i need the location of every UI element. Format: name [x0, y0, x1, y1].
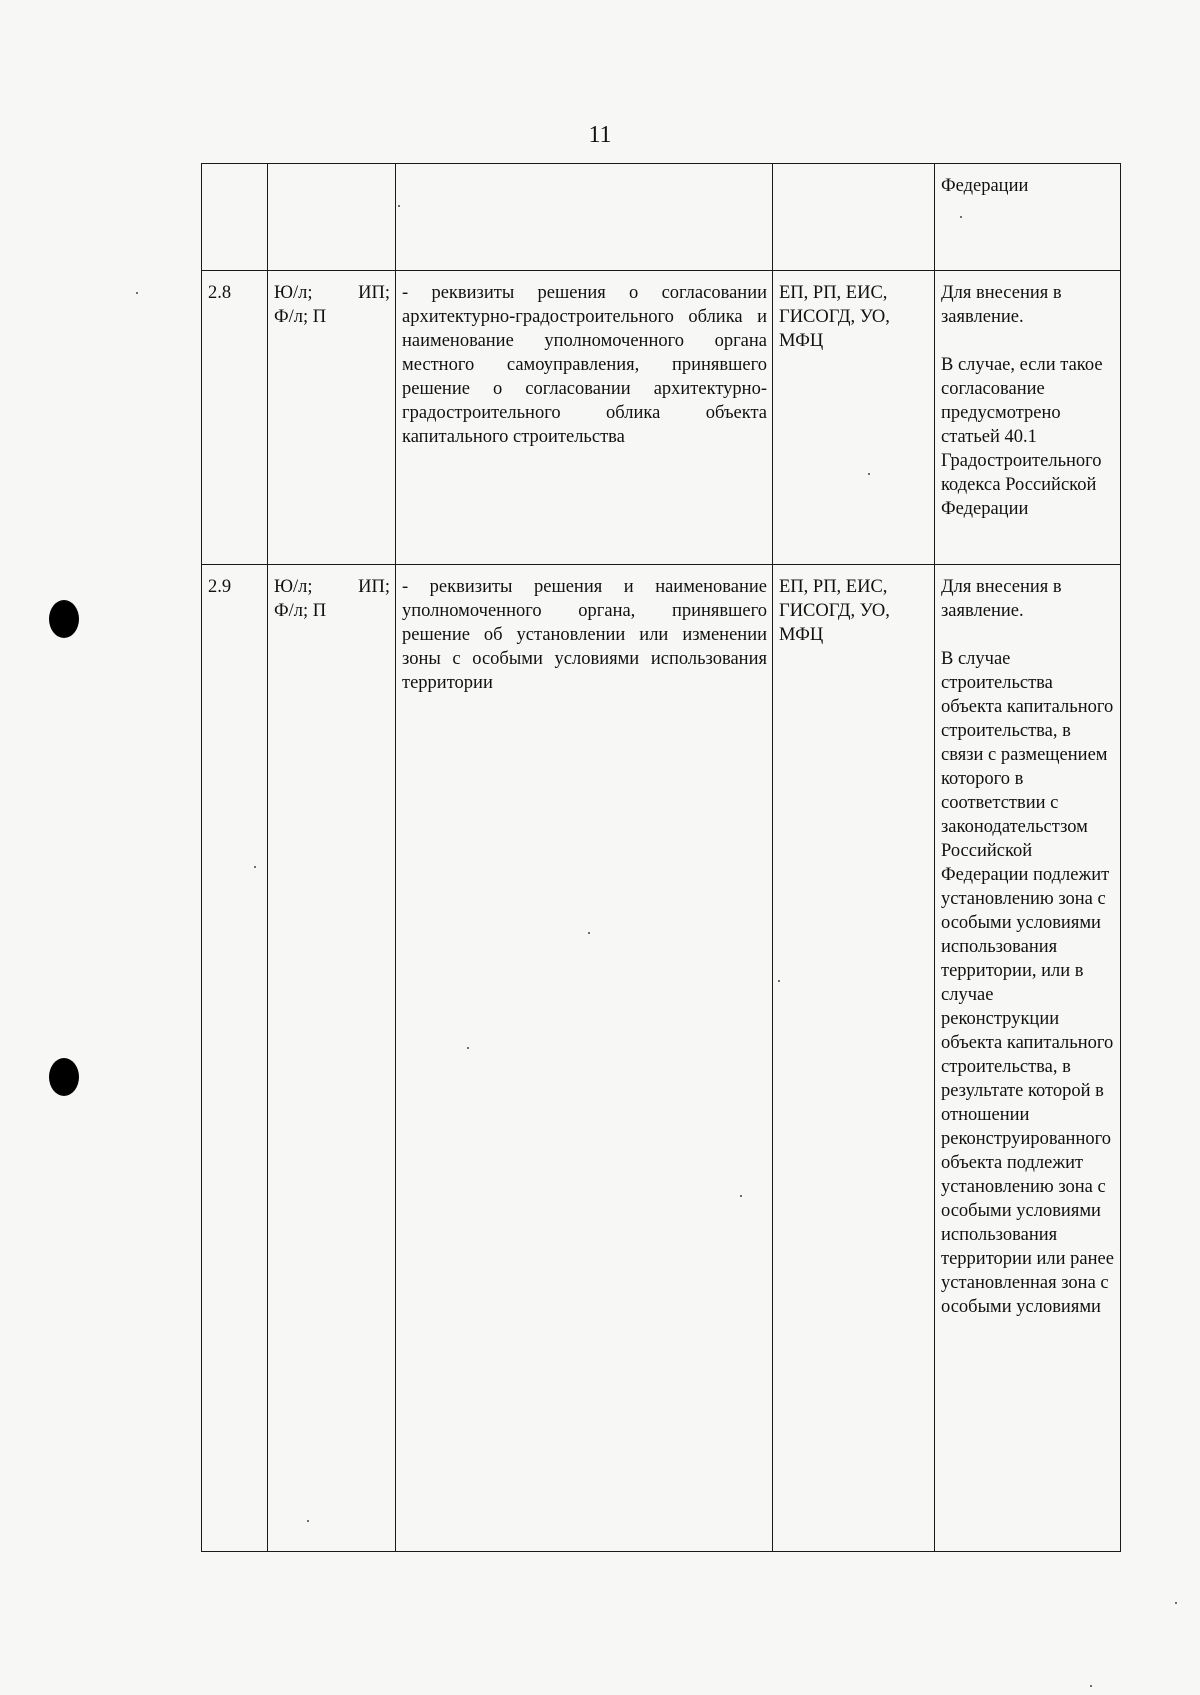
note-cell — [935, 271, 1121, 565]
note-paragraph: Для внесения в заявление. — [941, 577, 1062, 621]
applicant-types-line: Ф/л; П — [274, 307, 327, 327]
row-number-cell: 2.8 — [202, 271, 268, 565]
scan-speck — [868, 473, 870, 475]
scan-speck — [467, 1047, 469, 1049]
scan-speck — [960, 216, 962, 218]
row-number-cell: 2.9 — [202, 565, 268, 1552]
punch-hole — [49, 1058, 79, 1096]
note-paragraph: В случае строительства объекта капитального строительства, в связи с размещением которого в соответствии с законодательстзом Российской Федерации подлежит установлению зона с особыми условиями использования территории, или в случае реконструкции объекта капитального строительства, в результате которой в отношении реконструированного объекта подлежит установлению зона с особыми условиями использования территории или ранее установленная зона с особыми условиями — [941, 649, 1114, 1317]
scan-speck — [307, 1520, 309, 1522]
scan-speck — [778, 980, 780, 982]
document-description-cell: - реквизиты решения и наименование уполномоченного органа, принявшего решение об установлении или изменении зоны с особыми условиями использования территории — [396, 565, 773, 1552]
row-number-cell — [202, 164, 268, 271]
table-row — [202, 271, 1121, 565]
applicant-types-line: Ф/л; П — [274, 601, 327, 621]
applicant-types-cell — [268, 164, 396, 271]
scan-speck — [740, 1195, 742, 1197]
sources-cell: ЕП, РП, ЕИС, ГИСОГД, УО, МФЦ — [773, 565, 935, 1552]
applicant-types-line: Ю/л; ИП; — [274, 577, 390, 597]
sources-cell — [773, 164, 935, 271]
document-description-cell: - реквизиты решения о согласовании архитектурно-градостроительного облика и наименование уполномоченного органа местного самоуправления, принявшего решение о согласовании архитектурно-градостроительного облика объекта капитального строительства — [396, 271, 773, 565]
scan-speck — [1090, 1685, 1092, 1687]
sources-cell: ЕП, РП, ЕИС, ГИСОГД, УО, МФЦ — [773, 271, 935, 565]
requirements-table — [201, 163, 1121, 1552]
document-description-cell — [396, 164, 773, 271]
scan-speck — [588, 932, 590, 934]
note-paragraph: В случае, если такое согласование предусмотрено статьей 40.1 Градостроительного кодекса Российской Федерации — [941, 355, 1103, 519]
table-row — [202, 164, 1121, 271]
note-cell — [935, 164, 1121, 271]
note-paragraph: Федерации — [941, 176, 1029, 196]
scan-speck — [1175, 1602, 1177, 1604]
applicant-types-cell — [268, 271, 396, 565]
scan-speck — [254, 866, 256, 868]
page-number: 11 — [588, 122, 612, 148]
table-row — [202, 565, 1121, 1552]
scan-speck — [136, 292, 138, 294]
applicant-types-line: Ю/л; ИП; — [274, 283, 390, 303]
punch-hole — [49, 600, 79, 638]
note-paragraph: Для внесения в заявление. — [941, 283, 1062, 327]
scan-speck — [398, 205, 400, 207]
note-cell — [935, 565, 1121, 1552]
applicant-types-cell — [268, 565, 396, 1552]
